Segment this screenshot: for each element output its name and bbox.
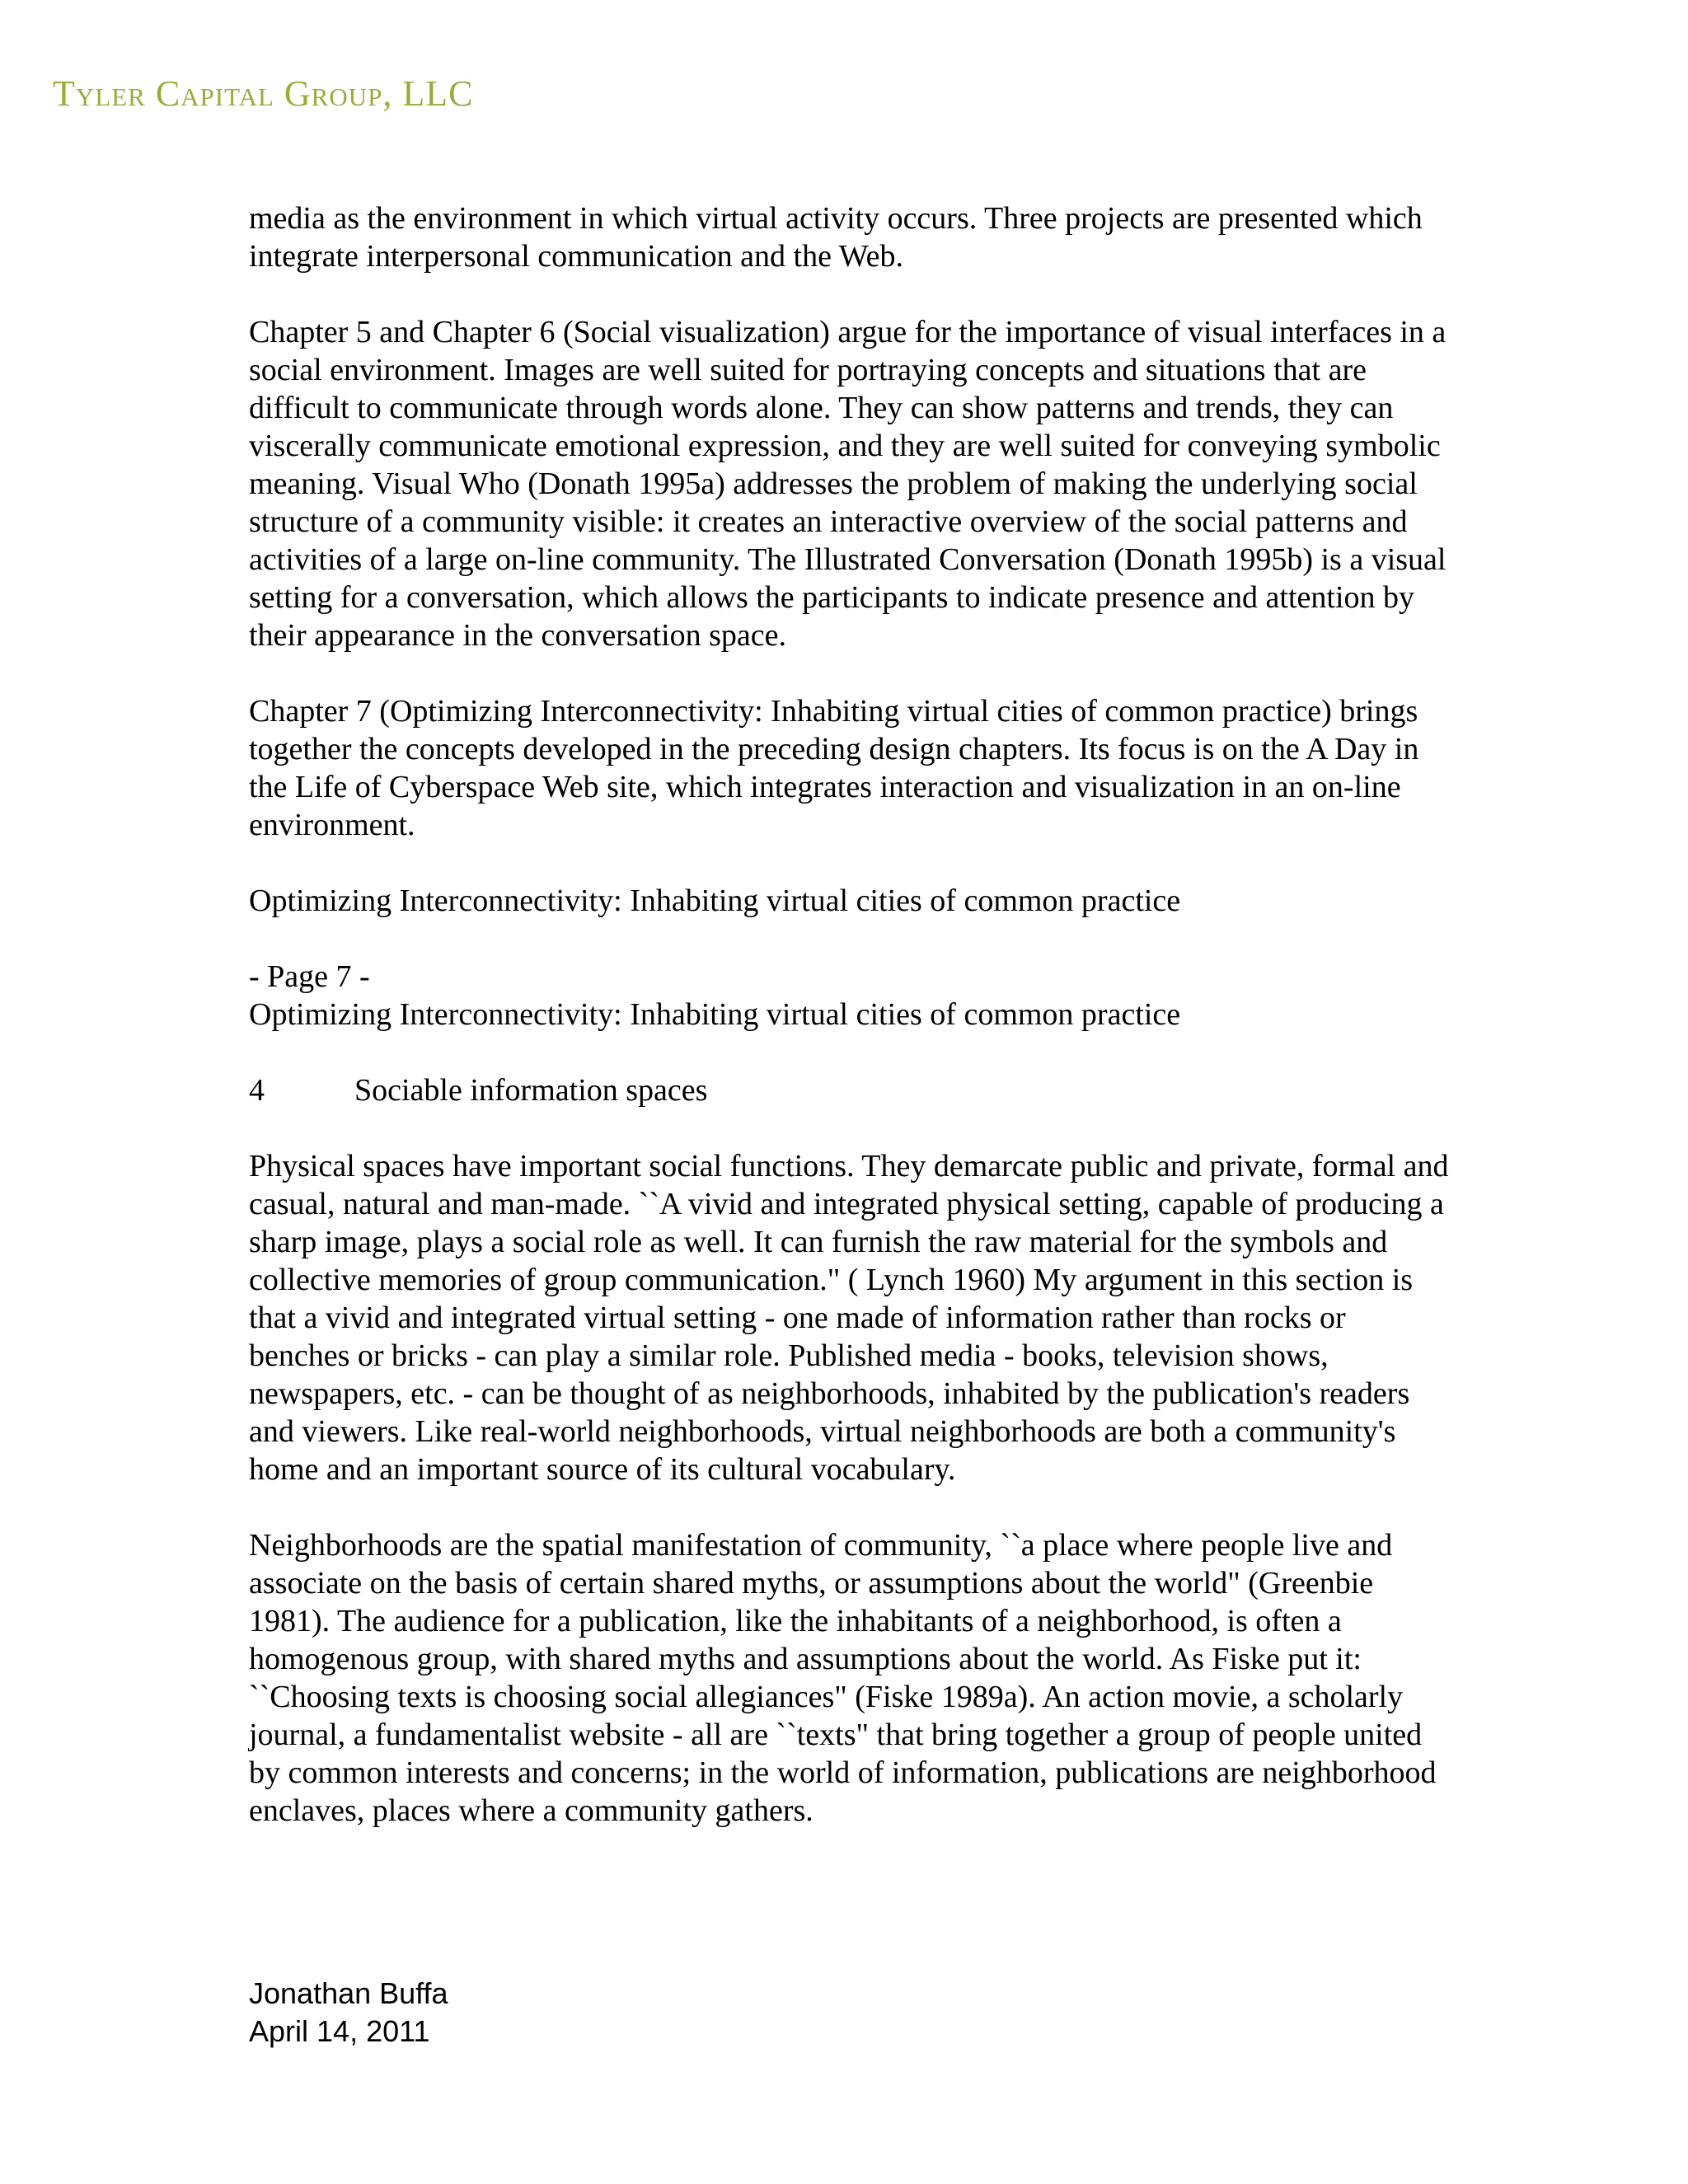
- paragraph-physical-spaces: Physical spaces have important social functions. They demarcate public and private, formal and casual, natural and man-made. ``A vivid and integrated physical setting, capable of producing a sharp image, plays a social role as well. It can furnish the raw material for the symbols and collective memories of group communication." ( Lynch 1960) My argument in this section is that a vivid and integrated virtual setting - one made of information rather than rocks or benches or bricks - can play a similar role. Published media - books, television shows, newspapers, etc. - can be thought of as neighborhoods, inhabited by the publication's readers and viewers. Like real-world neighborhoods, virtual neighborhoods are both a community's home and an important source of its cultural vocabulary.: [249, 1149, 1449, 1487]
- paragraph-chapter-5-6: Chapter 5 and Chapter 6 (Social visualization) argue for the importance of visual interfaces in a social environment. Images are well suited for portraying concepts and situations that are difficult to communicate through words alone. They can show patterns and trends, they can viscerally communicate emotional expression, and they are well suited for conveying symbolic meaning. Visual Who (Donath 1995a) addresses the problem of making the underlying social structure of a community visible: it creates an interactive overview of the social patterns and activities of a large on-line community. The Illustrated Conversation (Donath 1995b) is a visual setting for a conversation, which allows the participants to indicate presence and attention by their appearance in the conversation space.: [249, 315, 1447, 653]
- author-name: Jonathan Buffa: [249, 1976, 448, 2010]
- section-heading: [249, 1071, 1452, 1109]
- signature-date: April 14, 2011: [249, 2014, 430, 2048]
- document-body: [249, 199, 1452, 1868]
- page-marker: - Page 7 -: [249, 959, 370, 994]
- company-header: Tyler Capital Group, LLC: [53, 73, 474, 114]
- signature-block: [249, 1975, 448, 2050]
- running-title-1: Optimizing Interconnectivity: Inhabiting virtual cities of common practice: [249, 883, 1181, 918]
- section-title: Sociable information spaces: [354, 1073, 708, 1108]
- section-number: 4: [249, 1073, 265, 1108]
- paragraph-chapter-7: Chapter 7 (Optimizing Interconnectivity: Inhabiting virtual cities of common practice) brings together the concepts developed in the preceding design chapters. Its focus is on the A Day in the Life of Cyberspace Web site, which integrates interaction and visualization in an on-line environment.: [249, 694, 1419, 842]
- paragraph-neighborhoods: Neighborhoods are the spatial manifestation of community, ``a place where people live and associate on the basis of certain shared myths, or assumptions about the world" (Greenbie 1981). The audience for a publication, like the inhabitants of a neighborhood, is often a homogenous group, with shared myths and assumptions about the world. As Fiske put it: ``Choosing texts is choosing social allegiances" (Fiske 1989a). An action movie, a scholarly journal, a fundamentalist website - all are ``texts" that bring together a group of people united by common interests and concerns; in the world of information, publications are neighborhood enclaves, places where a community gathers.: [249, 1528, 1437, 1828]
- paragraph-intro: media as the environment in which virtual activity occurs. Three projects are presented which integrate interpersonal communication and the Web.: [249, 201, 1423, 274]
- running-title-2: Optimizing Interconnectivity: Inhabiting virtual cities of common practice: [249, 997, 1181, 1032]
